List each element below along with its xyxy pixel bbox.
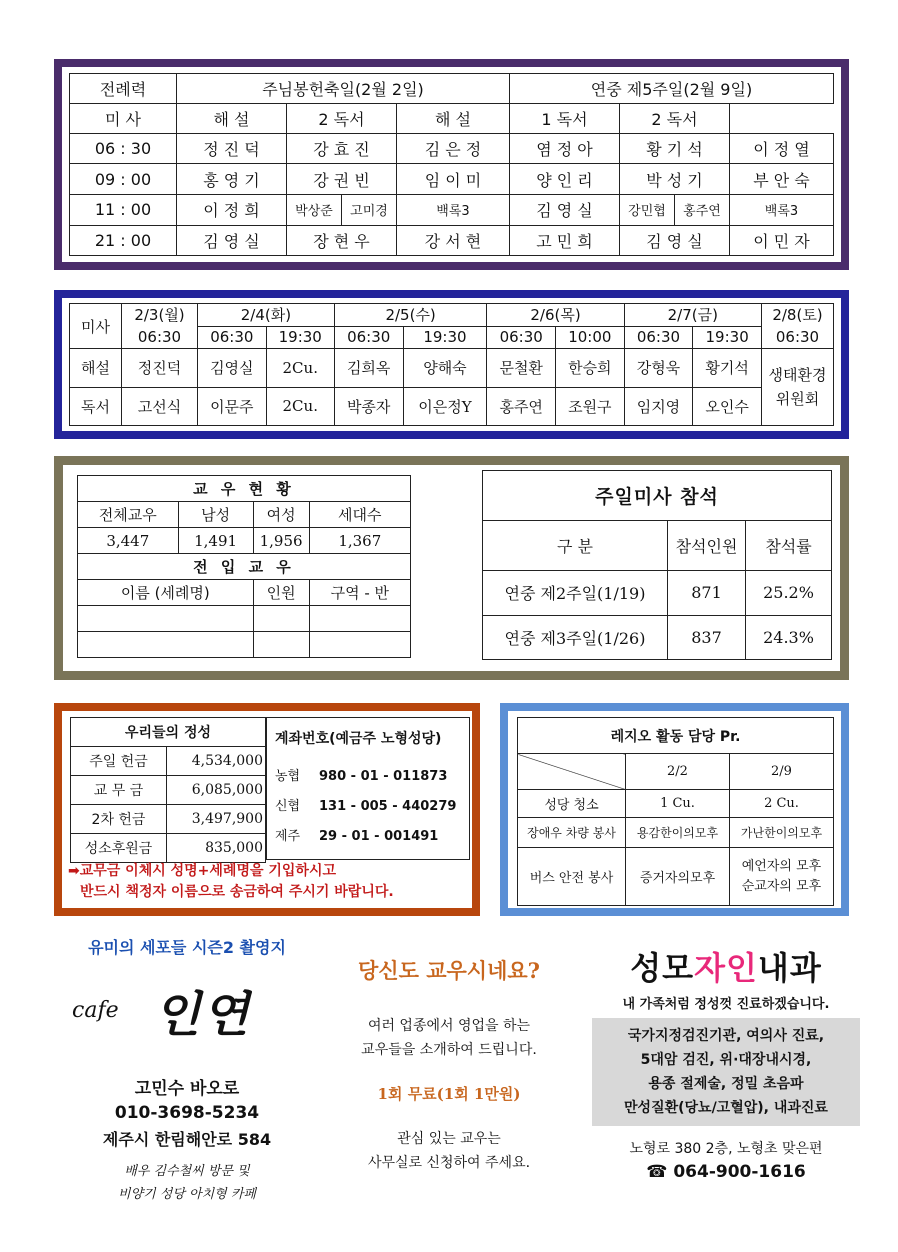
parish-value: 1,956 [253,528,309,554]
sunday2-title: 연중 제5주일(2월 9일) [510,74,834,104]
day-thu: 2/6(목) [487,304,624,327]
clinic-service: 5대암 검진, 위·대장내시경, [640,1052,812,1068]
offering-label: 성소후원금 [71,834,167,863]
account-title: 계좌번호(예금주 노형성당) [275,731,442,747]
legio-label: 장애우 차량 봉사 [518,818,626,848]
mass-time: 21 : 00 [70,225,177,255]
roster-subcell: 박상준 [287,195,342,225]
time-cell: 19:30 [266,326,334,349]
roster-split-cell [287,194,397,225]
reading-label: 독서 [70,387,122,426]
roster-cell: 부 안 숙 [730,164,834,194]
parish-header: 전체교우 [78,502,179,528]
offering-label: 2차 헌금 [71,805,167,834]
sunday1-title: 주님봉헌축일(2월 2일) [177,74,510,104]
commentary-cell: 한승희 [556,349,625,388]
parish-header: 남성 [178,502,253,528]
offering-label: 교 무 금 [71,776,167,805]
notice-line: 반드시 책정자 이름으로 송금하여 주시기 바랍니다. [80,884,394,900]
commentary-cell: 강형욱 [624,349,693,388]
attendance-count: 837 [668,615,746,660]
offering-table [70,717,266,863]
time-cell: 06:30 [198,326,267,349]
legio-label: 버스 안전 봉사 [518,848,626,906]
roster-cell: 박 성 기 [620,164,730,194]
member-ad-line: 교우들을 소개하여 드립니다. [361,1042,537,1058]
cafe-phone: 010-3698-5234 [114,1103,260,1123]
parish-value: 1,367 [309,528,410,554]
time-cell: 19:30 [403,326,487,349]
clinic-name-c: 내과 [757,949,822,987]
offering-title: 우리들의 정성 [71,718,266,747]
legio-frame [500,703,849,916]
mass-time: 11 : 00 [70,194,177,225]
offering-label: 주일 헌금 [71,747,167,776]
roster-cell: 홍 영 기 [177,164,287,194]
time-cell: 06:30 [487,326,556,349]
legio-date: 2/2 [626,754,730,790]
commentary-cell: 김영실 [198,349,267,388]
legio-cell: 증거자의모후 [626,848,730,906]
clinic-name [592,943,860,989]
cafe-owner: 고민수 바오로 [134,1079,240,1099]
reading-cell: 고선식 [122,387,198,426]
roster-subcell: 고미경 [350,204,388,220]
reading-cell: 이은정Y [403,387,487,426]
roster-cell: 강 서 현 [397,225,510,255]
sunday-roster-frame [54,59,849,270]
reading-cell: 박종자 [334,387,403,426]
weekday-roster-frame [54,290,849,439]
commentary-cell: 2Cu. [266,349,334,388]
bank-name: 신협 [275,799,301,814]
clinic-address: 노형로 380 2층, 노형초 맞은편 [629,1141,823,1157]
notice-line: ➡교무금 이체시 성명+세례명을 기입하시고 [68,863,336,879]
offering-amount: 835,000 [167,834,266,863]
attendance-rate: 25.2% [746,571,832,616]
roster-cell: 강 효 진 [287,134,397,164]
account-row [275,762,469,792]
parish-value: 3,447 [78,528,179,554]
account-row [275,822,469,852]
reading-cell: 임지영 [624,387,693,426]
newcomer-header: 이름 (세례명) [78,580,254,606]
time-cell: 10:00 [556,326,625,349]
clinic-service: 용종 절제술, 정밀 초음파 [648,1076,804,1092]
commentary-cell: 문철환 [487,349,556,388]
clinic-slogan: 내 가족처럼 정성껏 진료하겠습니다. [622,997,830,1012]
roster-cell: 임 이 미 [397,164,510,194]
attendance-header: 참석률 [746,521,832,571]
commentary-cell: 양해숙 [403,349,487,388]
attendance-table [482,470,832,660]
roster-row [70,225,834,255]
cafe-ad [62,935,312,1235]
reading-cell: 이문주 [198,387,267,426]
roster-cell: 김 영 실 [510,194,620,225]
day-sat-date: 2/8(토) [772,306,823,324]
attendance-header: 구 분 [483,521,668,571]
roster-cell: 고 민 희 [510,225,620,255]
clinic-name-b: 자인 [694,949,758,987]
attendance-header: 참석인원 [668,521,746,571]
roster-cell: 백록3 [730,194,834,225]
role-cell: 해 설 [397,104,510,134]
role-cell: 해 설 [177,104,287,134]
day-sat-time: 06:30 [775,328,820,346]
day-mon [122,304,198,349]
commentary-cell: 정진덕 [122,349,198,388]
time-cell: 06:30 [624,326,693,349]
roster-split-cell [620,194,730,225]
role-cell: 1 독서 [510,104,620,134]
mass-time: 09 : 00 [70,164,177,194]
clinic-name-a: 성모 [630,949,695,987]
liturgy-header: 전례력 [70,74,177,104]
attendance-label: 연중 제3주일(1/26) [483,615,668,660]
reading-cell: 홍주연 [487,387,556,426]
parish-stats-frame [54,456,849,680]
sat-note-line: 위원회 [775,390,820,408]
newcomer-cell [78,606,254,632]
offering-amount: 6,085,000 [167,776,266,805]
newcomer-header: 인원 [253,580,309,606]
offering-amount: 4,534,000 [167,747,266,776]
parish-member-table [77,475,411,658]
legio-label: 성당 청소 [518,790,626,818]
clinic-ad [592,943,860,1193]
member-business-ad [318,955,580,1172]
role-cell: 2 독서 [620,104,730,134]
roster-cell: 이 정 열 [730,134,834,164]
roster-cell: 김 은 정 [397,134,510,164]
reading-cell: 조원구 [556,387,625,426]
roster-row [70,134,834,164]
legio-cell-line: 순교자의 모후 [741,878,822,894]
newcomer-cell [309,632,410,658]
day-wed: 2/5(수) [334,304,487,327]
sat-note [762,349,834,426]
cafe-logo-small: cafe [72,998,119,1023]
day-mon-time: 06:30 [137,328,182,346]
roster-cell: 김 영 실 [620,225,730,255]
newcomer-cell [253,606,309,632]
attendance-rate: 24.3% [746,615,832,660]
newcomer-header: 구역 - 반 [309,580,410,606]
member-ad-line: 여러 업종에서 영업을 하는 [367,1018,531,1034]
commentary-cell: 황기석 [693,349,762,388]
roster-row [70,194,834,225]
attendance-count: 871 [668,571,746,616]
attendance-title: 주일미사 참석 [483,471,832,521]
sat-note-line: 생태환경 [768,366,827,384]
newcomer-cell [78,632,254,658]
legio-date: 2/9 [730,754,834,790]
parish-value: 1,491 [178,528,253,554]
cafe-hand-line: 비양기 성당 아치형 카페 [118,1187,256,1202]
clinic-phone: ☎ 064-900-1616 [646,1162,806,1182]
clinic-services [592,1018,860,1126]
account-row [275,792,469,822]
member-ad-line: 사무실로 신청하여 주세요. [367,1155,531,1171]
offering-frame [54,703,480,916]
roster-cell: 강 권 빈 [287,164,397,194]
roster-cell: 정 진 덕 [177,134,287,164]
member-ad-line: 관심 있는 교우는 [397,1131,501,1147]
account-number: 29 - 01 - 001491 [319,829,439,844]
cafe-hand-line: 배우 김수철씨 방문 및 [124,1164,250,1179]
roster-cell: 이 정 희 [177,194,287,225]
newcomer-cell [309,606,410,632]
diagonal-cell [518,754,626,790]
roster-subcell: 홍주연 [683,204,721,220]
legio-cell: 1 Cu. [626,790,730,818]
sunday-roster-table [69,73,834,256]
cafe-address: 제주시 한림해안로 584 [102,1130,272,1149]
account-number: 980 - 01 - 011873 [319,769,448,784]
bank-name: 농협 [275,769,301,784]
account-box [266,717,470,860]
legio-cell-line: 예언자의 모후 [741,858,822,874]
commentary-cell: 김희옥 [334,349,403,388]
offering-amount: 3,497,900 [167,805,266,834]
newcomer-cell [253,632,309,658]
roster-cell: 김 영 실 [177,225,287,255]
role-cell: 2 독서 [287,104,397,134]
mass-header: 미 사 [70,104,177,134]
parish-header: 세대수 [309,502,410,528]
account-list [275,762,469,852]
clinic-service: 국가지정검진기관, 여의사 진료, [627,1028,825,1044]
clinic-service: 만성질환(당뇨/고혈압), 내과진료 [624,1100,828,1116]
cafe-tagline: 유미의 세포들 시즌2 촬영지 [88,938,286,957]
day-mon-date: 2/3(월) [134,306,185,324]
legio-cell: 용감한이의모후 [626,818,730,848]
commentary-label: 해설 [70,349,122,388]
roster-cell: 황 기 석 [620,134,730,164]
member-ad-promo: 1회 무료(1회 1만원) [377,1085,521,1103]
offering-notice [68,861,478,903]
day-fri: 2/7(금) [624,304,761,327]
weekday-roster-table [69,303,834,426]
roster-cell: 백록3 [397,194,510,225]
legio-cell [730,848,834,906]
roster-row [70,164,834,194]
member-ad-title: 당신도 교우시네요? [358,958,540,983]
attendance-label: 연중 제2주일(1/19) [483,571,668,616]
cafe-logo-big: 인연 [154,987,251,1043]
bank-name: 제주 [275,829,301,844]
day-sat [762,304,834,349]
newcomers-title: 전 입 교 우 [78,554,411,580]
reading-cell: 2Cu. [266,387,334,426]
roster-subcell: 강민협 [620,195,675,225]
roster-cell: 양 인 리 [510,164,620,194]
legio-cell: 가난한이의모후 [730,818,834,848]
day-tue: 2/4(화) [198,304,335,327]
roster-cell: 염 정 아 [510,134,620,164]
mass-time: 06 : 30 [70,134,177,164]
legio-cell: 2 Cu. [730,790,834,818]
mass-label: 미사 [70,304,122,349]
roster-cell: 장 현 우 [287,225,397,255]
roster-cell: 이 민 자 [730,225,834,255]
legio-table [517,717,834,906]
reading-cell: 오인수 [693,387,762,426]
parish-title: 교 우 현 황 [78,476,411,502]
legio-title: 레지오 활동 담당 Pr. [518,718,834,754]
time-cell: 19:30 [693,326,762,349]
parish-header: 여성 [253,502,309,528]
cafe-logo [62,976,312,1046]
time-cell: 06:30 [334,326,403,349]
account-number: 131 - 005 - 440279 [319,799,457,814]
